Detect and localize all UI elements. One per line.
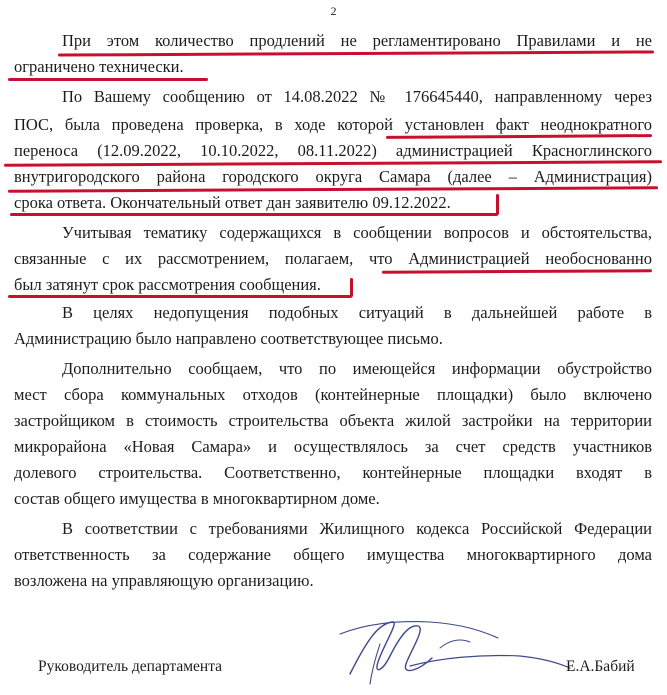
paragraph-2-line-3: переноса (12.09.2022, 10.10.2022, 08.11.2022) администрацией Красноглинского	[14, 141, 652, 160]
paragraph-1-line-1: При этом количество продлений не регламентировано Правилами и не	[62, 31, 652, 50]
paragraph-6-line-3: возложена на управляющую организацию.	[14, 571, 314, 590]
paragraph-2-line-1: По Вашему сообщению от 14.08.2022 № 176645440, направленному через	[62, 87, 652, 106]
highlight-underline	[10, 213, 498, 216]
highlight-underline	[350, 278, 353, 297]
paragraph-5-line-1: Дополнительно сообщаем, что по имеющейся информации обустройство	[62, 359, 652, 378]
paragraph-5-line-2: мест сбора коммунальных отходов (контейнерные площадки) было включено	[14, 385, 652, 404]
paragraph-6-line-1: В соответствии с требованиями Жилищного кодекса Российской Федерации	[62, 519, 652, 538]
paragraph-6-line-2: ответственность за содержание общего имущества многоквартирного дома	[14, 545, 652, 564]
paragraph-3-line-3: был затянут срок рассмотрения сообщения.	[14, 275, 321, 294]
paragraph-5-line-5: долевого строительства. Соответственно, контейнерные площадки входят в	[14, 463, 652, 482]
highlight-underline	[382, 269, 652, 273]
signature-image	[320, 604, 590, 694]
paragraph-3-line-2: связанные с их рассмотрением, полагаем, что Администрацией необоснованно	[14, 249, 652, 268]
paragraph-4-line-2: Администрацию было направлено соответствующее письмо.	[14, 329, 443, 348]
highlight-underline	[8, 78, 208, 81]
paragraph-5-line-6: состав общего имущества в многоквартирном доме.	[14, 489, 380, 508]
paragraph-3-line-1: Учитывая тематику содержащихся в сообщении вопросов и обстоятельства,	[62, 223, 652, 242]
signatory-name: Е.А.Бабий	[566, 658, 635, 675]
paragraph-5-line-3: застройщиком в стоимость строительства объекта жилой застройки на территории	[14, 411, 652, 430]
paragraph-2-line-2: ПОС, была проведена проверка, в ходе которой установлен факт неоднократного	[14, 115, 652, 134]
signatory-position: Руководитель департамента	[38, 658, 223, 675]
highlight-underline	[8, 295, 352, 298]
paragraph-2-line-5: срока ответа. Окончательный ответ дан заявителю 09.12.2022.	[14, 193, 451, 212]
highlight-underline	[496, 194, 499, 215]
highlight-underline	[386, 134, 652, 139]
paragraph-2-line-4: внутригородского района городского округа Самара (далее – Администрация)	[14, 167, 652, 186]
paragraph-1-line-2: ограничено технически.	[14, 57, 184, 76]
paragraph-4-line-1: В целях недопущения подобных ситуаций в дальнейшей работе в	[62, 303, 652, 322]
paragraph-5-line-4: микрорайона «Новая Самара» и осуществлялось за счет средств участников	[14, 437, 652, 456]
page-number: 2	[330, 4, 337, 18]
